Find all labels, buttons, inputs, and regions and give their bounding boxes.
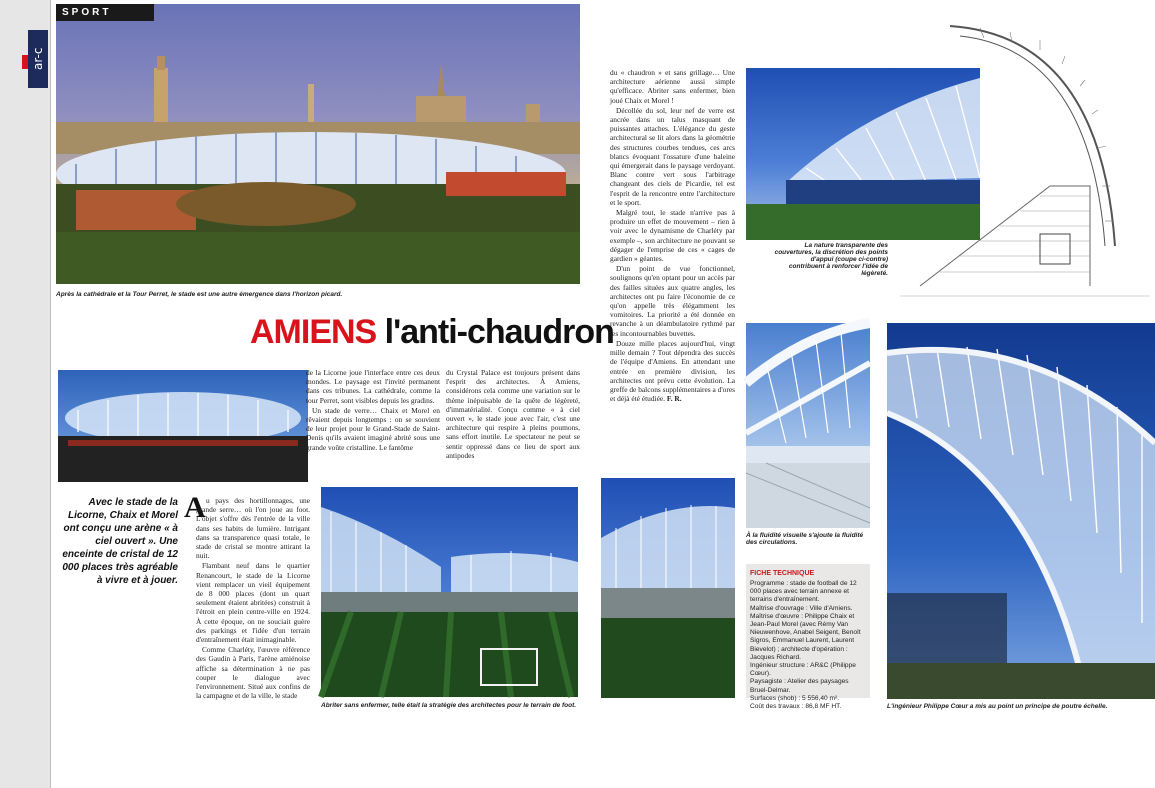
caption-fluidity: À la fluidité visuelle s'ajoute la fluidité des circulations. [746,532,864,546]
text-column-4 [610,68,735,466]
stands-illustration [601,478,735,698]
section-drawing-illustration [900,6,1150,306]
stadium-illustration [58,370,308,482]
technical-sheet [746,564,870,711]
col4-paragraph: Malgré tout, le stade n'arrive pas à produire un effet de mouvement – rien à voir avec le dynamisme de Charléty par exemple –, son architecture ne pouvant se dégager de l'emprise de ces « cages de gardien » géantes. [610,208,735,264]
logo: ar-c [28,30,48,88]
caption-mid: Abriter sans enfermer, telle était la stratégie des architectes pour le terrain de foot. [321,702,577,709]
text-column-2 [306,368,440,478]
technical-sheet-line: Surfaces (shob) : 5 556,40 m². [750,694,840,702]
pitch-illustration [321,487,578,697]
title-rest: l'anti-chaudron [376,313,614,351]
photo-circulation [746,323,870,528]
photo-ladder-beam [887,323,1155,699]
photo-stadium-pitch [321,487,578,697]
col2-paragraph: de la Licorne joue l'interface entre ces deux mondes. Le paysage est l'invité permanent dans ces tribunes. La cathédrale, comme la tour Perret, sont visibles depuis les gradins. [306,368,440,405]
text-column-3 [446,368,580,478]
photo-stadium-exterior [58,370,308,482]
caption-bottom-right: L'ingénieur Philippe Cœur a mis au point un principe de poutre échelle. [887,703,1108,710]
col1-paragraph: Comme Charléty, l'œuvre référence des Gaudin à Paris, l'arène amiénoise affiche sa détermination à ne pas couper le dialogue avec l'environnement. Situé aux confins de la campagne et de la ville, le stade [196,645,310,701]
col4-paragraph: du « chaudron » et sans grillage… Une architecture aérienne aussi simple qu'efficace. Abriter sans enfermer, bien joué Chaix et Morel ! [610,68,735,105]
ladder-beam-illustration [887,323,1155,699]
caption-section: La nature transparente des couvertures, la discrétion des points d'appui (coupe ci-contre) contribuent à renforcer l'idée de légèreté. [774,242,888,277]
skyline-illustration [56,4,580,284]
technical-sheet-line: Coût des travaux : 86,8 MF HT. [750,703,842,711]
article-title [250,312,614,352]
col4-paragraph: D'un point de vue fonctionnel, soulignons qu'en optant pour un accès par des failles situées aux quatre angles, les architectes ont pu faire l'économie de ce qu'on appelle très élégamment les vomitoires. La priorité a été donnée en revanche à un déambulatoire rythmé par les incontournables buvettes. [610,264,735,338]
technical-sheet-line: Ingénieur structure : AR&C (Philippe Cœur). [750,662,856,678]
section-tag: SPORT [56,4,154,21]
col4-last-text: Douze mille places aujourd'hui, vingt mille demain ? Tout dépendra des succès de l'équipe d'Amiens. En attendant une entrée en première division, les architectes ont prévu cette évolution. La greffe de balcons supplémentaires a d'ores et déjà été étudiée. [610,338,735,404]
lead-paragraph: Avec le stade de la Licorne, Chaix et Morel ont conçu une arène « à ciel ouvert ». Une enceinte de cristal de 12 000 places très agréable à vivre et à jouer. [62,497,178,586]
dropcap: A [184,491,206,524]
photo-skyline [56,4,580,284]
technical-sheet-line: Maîtrise d'ouvrage : Ville d'Amiens. [750,604,853,612]
col2-paragraph: Un stade de verre… Chaix et Morel en rêvaient depuis longtemps : on se souvient de leur projet pour le Grand-Stade de Saint-Denis qu'ils avaient imaginé abrité sous une grande voûte cristalline. Le fantôme [306,405,440,452]
title-city: AMIENS [250,313,377,351]
section-drawing [900,6,1150,306]
signature: F. R. [666,394,682,404]
sidebar [0,0,51,788]
col4-paragraph: Décollée du sol, leur nef de verre est ancrée dans un talus masquant de puissantes attaches. L'élégance du geste architectural se lit alors dans la géométrie des structures courbes tendues, ces arcs blancs évoquant l'ossature d'une baleine qui émergerait dans le paysage verdoyant. Blanc contre vert sous l'arbitrage changeant des ciels de Picardie, tel est l'esprit de la rencontre entre l'architecture et le sport. [610,105,735,207]
col3-paragraph: du Crystal Palace est toujours présent dans l'esprit des architectes. À Amiens, considérons cela comme une variation sur le thème inépuisable de la quête de légèreté, d'immatérialité. Conçu comme « à ciel ouvert », le stade joue avec l'air, c'est une architecture qui respire à pleins poumons, sans effort inutile. Le spectateur ne peut se sentir oppressé dans ce lieu de sport aux antipodes [446,368,580,460]
technical-sheet-line: Programme : stade de football de 12 000 places avec terrain annexe et terrains d'entraînement. [750,580,857,604]
technical-sheet-line: Paysagiste : Atelier des paysages Bruel-Delmar. [750,678,849,694]
photo-stands [601,478,735,698]
technical-sheet-title: FICHE TECHNIQUE [750,570,815,577]
col1-paragraph: Flambant neuf dans le quartier Renancourt, le stade de la Licorne vient remplacer un vieil équipement de 8 000 places (dont un quart seulement étaient abritées) construit à l'étroit en plein centre-ville en 1924. À cette époque, on ne souciait guère des parkings et l'idée d'un terrain d'entraînement était inimaginable. [196,561,310,645]
text-column-1 [196,496,310,712]
col4-paragraph [610,339,735,403]
col1-paragraph: u pays des hortillonnages, une grande serre… où l'on joue au foot. L'objet s'offre dès l'entrée de la ville dans ses habits de lumière. Intrigant dans sa transparence quasi totale, le stade de cristal se montre attirant la nuit. [196,496,310,561]
technical-sheet-line: Maîtrise d'œuvre : Philippe Chaix et Jean-Paul Morel (avec Rémy Van Nieuwenhove, Anabel Seigent, Benoît Sigros, Emmanuel Laurent, Laurent Bievelot) ; architecte d'opération : Jacques Richard. [750,612,861,661]
caption-top: Après la cathédrale et la Tour Perret, le stade est une autre émergence dans l'horizon picard. [56,291,343,298]
circulation-illustration [746,323,870,528]
